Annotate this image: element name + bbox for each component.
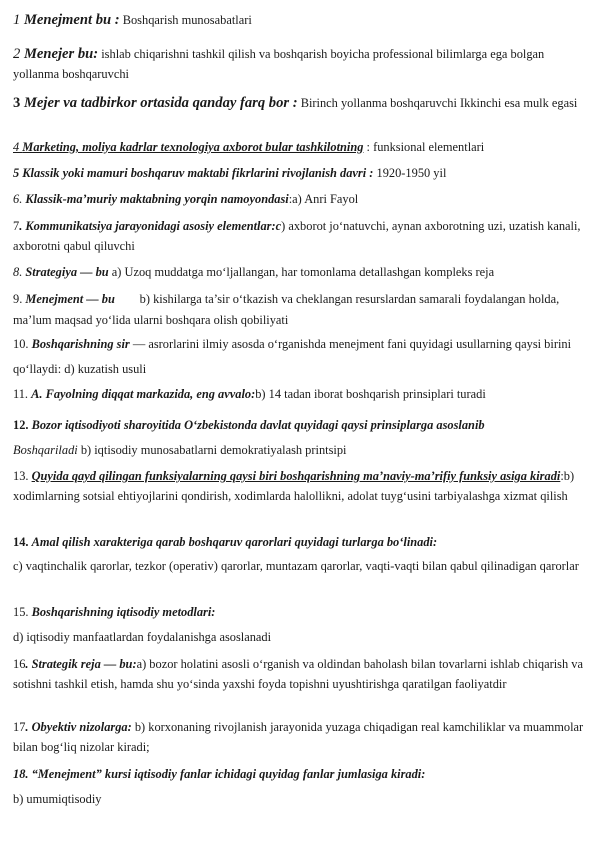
question-number: 15. bbox=[13, 605, 32, 619]
answer-text: 1920-1950 yil bbox=[373, 166, 447, 180]
answer-text: b) iqtisodiy munosabatlarni demokratiyalash printsipi bbox=[77, 443, 347, 457]
question-16 bbox=[13, 654, 587, 694]
question-number: 2 bbox=[13, 46, 24, 62]
answer-text: :b) xodimlarning sotsial ehtiyojlarini qondirish, xodimlarda halollikni, adolat tuyg‘usini tarbiyalashga xizmat qilish bbox=[13, 469, 575, 503]
answer-text: d) iqtisodiy manfaatlardan foydalanishga asoslanadi bbox=[13, 630, 272, 644]
question-term: Strategiya — bu bbox=[25, 265, 109, 279]
question-term: Menejer bu: bbox=[23, 46, 99, 62]
question-term: Menejment — bu bbox=[25, 292, 115, 306]
question-14 bbox=[13, 530, 587, 578]
question-number: 8. bbox=[13, 265, 26, 279]
answer-text: Boshqarish munosabatlari bbox=[119, 13, 252, 27]
question-number: 13. bbox=[13, 469, 32, 483]
question-8 bbox=[13, 262, 587, 282]
question-term: 5 Klassik yoki mamuri boshqaruv maktabi fikrlarini rivojlanish davri : bbox=[13, 166, 374, 180]
answer-text: b) 14 tadan iborat boshqarish prinsiplari turadi bbox=[255, 387, 486, 401]
question-17 bbox=[13, 717, 587, 757]
question-6 bbox=[13, 189, 587, 209]
answer-text: ) axborot jo‘natuvchi, aynan axborotning uzi, uzatish kanali, axborotni qabul qiluvchi bbox=[13, 219, 581, 253]
question-9 bbox=[13, 289, 587, 331]
answer-text: b) umumiqtisodiy bbox=[13, 792, 102, 806]
question-term: . Kommunikatsiya jarayonidagi asosiy elementlar:c bbox=[19, 219, 282, 233]
question-10 bbox=[13, 332, 587, 382]
question-number: 17 bbox=[13, 720, 26, 734]
question-7 bbox=[13, 216, 587, 256]
answer-text: b) kishilarga ta’sir o‘tkazish va cheklangan resurslardan samarali foydalangan holda, ma’lum maqsad yo‘lida ularni boshqara olish qobiliyati bbox=[13, 292, 563, 327]
question-number: 12. bbox=[13, 418, 32, 432]
question-11 bbox=[13, 384, 587, 404]
question-term: Menejment bu : bbox=[23, 12, 120, 28]
question-number: 6. bbox=[13, 192, 26, 206]
question-term: Boshqarishning iqtisodiy metodlari: bbox=[31, 605, 216, 619]
question-term: . Strategik reja — bu: bbox=[25, 657, 137, 671]
question-12 bbox=[13, 413, 587, 463]
question-term: Marketing, moliya kadrlar texnologiya axborot bular tashkilotning bbox=[22, 140, 364, 154]
question-term: 18. “Menejment” kursi iqtisodiy fanlar ichidagi quyidag fanlar jumlasiga kiradi: bbox=[13, 767, 426, 781]
answer-text: Birinch yollanma boshqaruvchi Ikkinchi esa mulk egasi bbox=[297, 96, 578, 110]
question-18 bbox=[13, 762, 587, 812]
answer-text: b) korxonaning rivojlanish jarayonida yuzaga chiqadigan real kamchiliklar va muammolar bilan bog‘liq nizolar kiradi; bbox=[13, 720, 584, 754]
question-term: Klassik-ma’muriy maktabning yorqin namoyondasi bbox=[25, 192, 289, 206]
question-number: 10. bbox=[13, 337, 32, 351]
question-term: Amal qilish xarakteriga qarab boshqaruv qarorlari quyidagi turlarga bo‘linadi: bbox=[31, 535, 438, 549]
question-number: 14. bbox=[13, 535, 32, 549]
question-number: 7 bbox=[13, 219, 20, 233]
question-5 bbox=[13, 163, 587, 183]
question-number: 11. bbox=[13, 387, 32, 401]
question-term-continued: Boshqariladi bbox=[13, 443, 78, 457]
question-term: Mejer va tadbirkor ortasida qanday farq bor : bbox=[23, 95, 298, 111]
question-number: 9. bbox=[13, 292, 26, 306]
answer-text: a) bozor holatini asosli o‘rganish va oldindan baholash bilan tovarlarni ishlab chiqarish va sotishni tashkil etish, hamda shu yo‘sinda yaxshi foyda topishni uyushtirishga qaratilgan faoliyatdir bbox=[13, 657, 583, 691]
question-13 bbox=[13, 466, 587, 506]
question-term: Boshqarishning sir bbox=[31, 337, 130, 351]
answer-text: :a) Anri Fayol bbox=[288, 192, 359, 206]
question-1 bbox=[13, 10, 587, 30]
question-number: 3 bbox=[13, 95, 24, 111]
question-number: 4 bbox=[13, 140, 23, 154]
question-3 bbox=[13, 93, 587, 113]
question-number: 1 bbox=[13, 12, 24, 28]
question-term: . Obyektiv nizolarga: bbox=[25, 720, 132, 734]
answer-text: a) Uzoq muddatga mo‘ljallangan, har tomonlama detallashgan kompleks reja bbox=[108, 265, 495, 279]
answer-text: — asrorlarini ilmiy asosda o‘rganishda menejment fani quyidagi usullarning qaysi birini qo‘llaydi: d) kuzatish usuli bbox=[13, 337, 572, 376]
question-4 bbox=[13, 137, 587, 157]
answer-text: : funksional elementlari bbox=[363, 140, 485, 154]
question-term: A. Fayolning diqqat markazida, eng avvalo: bbox=[31, 387, 256, 401]
question-2 bbox=[13, 44, 587, 84]
answer-text: ishlab chiqarishni tashkil qilish va boshqarish boyicha professional bilimlarga ega bolgan yollanma boshqaruvchi bbox=[13, 47, 545, 81]
question-term: Bozor iqtisodiyoti sharoyitida O‘zbekistonda davlat quyidagi qaysi prinsiplarga asoslanib bbox=[31, 418, 485, 432]
question-term: Quyida qayd qilingan funksiyalarning qaysi biri boshqarishning ma’naviy-ma’rifiy funksiy asiga kiradi bbox=[31, 469, 561, 483]
question-number: 16 bbox=[13, 657, 26, 671]
question-15 bbox=[13, 600, 587, 650]
answer-text: c) vaqtinchalik qarorlar, tezkor (operativ) qarorlar, muntazam qarorlar, vaqti-vaqti bilan qabul qilinadigan qarorlar bbox=[13, 559, 579, 573]
